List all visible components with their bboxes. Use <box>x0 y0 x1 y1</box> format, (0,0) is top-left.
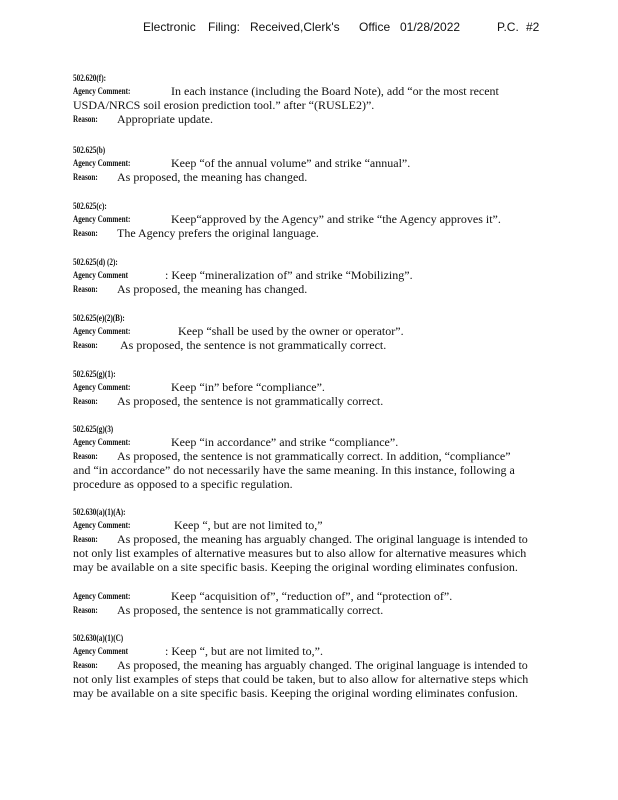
reason-row <box>73 394 593 408</box>
header-received: Received,Clerk's <box>250 20 340 34</box>
comment-section <box>73 589 593 617</box>
comment-row <box>73 268 593 282</box>
comment-label: Agency Comment: <box>73 382 131 392</box>
reason-label: Reason: <box>73 660 98 670</box>
comment-row <box>73 156 593 170</box>
section-id: 502.625(d) (2): <box>73 257 118 267</box>
comment-row <box>73 212 593 226</box>
reason-continuation: not only list examples of steps that could be taken, but to also allow for alternative steps which <box>73 672 529 686</box>
header-electronic: Electronic <box>143 20 196 34</box>
reason-continuation: not only list examples of alternative measures but to also allow for alternative measures which <box>73 546 527 560</box>
reason-label: Reason: <box>73 451 98 461</box>
filing-header <box>0 20 618 36</box>
reason-row <box>73 532 593 546</box>
reason-label: Reason: <box>73 172 98 182</box>
reason-text: Appropriate update. <box>117 112 213 126</box>
comment-text: Keep “, but are not limited to,” <box>174 518 323 532</box>
comment-row <box>73 518 593 532</box>
section-id: 502.630(a)(1)(A): <box>73 507 126 517</box>
comment-section <box>73 201 593 240</box>
section-id: 502.620(f): <box>73 73 106 83</box>
comment-row <box>73 84 593 98</box>
comment-label: Agency Comment: <box>73 520 131 530</box>
comment-text: Keep “shall be used by the owner or operator”. <box>178 324 404 338</box>
reason-label: Reason: <box>73 340 98 350</box>
comment-section <box>73 633 593 700</box>
header-pc: P.C. <box>497 20 519 34</box>
comment-label: Agency Comment <box>73 646 128 656</box>
comment-row <box>73 380 593 394</box>
reason-row <box>73 603 593 617</box>
reason-row <box>73 658 593 672</box>
reason-text: As proposed, the meaning has changed. <box>117 282 308 296</box>
reason-row <box>73 338 593 352</box>
comment-row <box>73 435 593 449</box>
comment-label: Agency Comment: <box>73 158 131 168</box>
comment-section <box>73 424 593 491</box>
comment-label: Agency Comment: <box>73 437 131 447</box>
comment-section <box>73 145 593 184</box>
comment-text: Keep “of the annual volume” and strike “annual”. <box>171 156 411 170</box>
header-date: 01/28/2022 <box>400 20 461 34</box>
reason-text: As proposed, the meaning has arguably changed. The original language is intended to <box>117 532 528 546</box>
section-id: 502.630(a)(1)(C) <box>73 633 124 643</box>
reason-label: Reason: <box>73 534 98 544</box>
reason-text: As proposed, the meaning has arguably changed. The original language is intended to <box>117 658 528 672</box>
reason-row <box>73 282 593 296</box>
section-id: 502.625(g)(1): <box>73 369 116 379</box>
reason-continuation: procedure as opposed to a specific regulation. <box>73 477 293 491</box>
comment-label: Agency Comment: <box>73 214 131 224</box>
section-id: 502.625(b) <box>73 145 106 155</box>
reason-row <box>73 226 593 240</box>
reason-row <box>73 112 593 126</box>
section-id: 502.625(e)(2)(B): <box>73 313 125 323</box>
header-pc-number: #2 <box>526 20 540 34</box>
comment-section <box>73 257 593 296</box>
comment-continuation: USDA/NRCS soil erosion prediction tool.” after “(RUSLE2)”. <box>73 98 375 112</box>
comment-section <box>73 369 593 408</box>
comment-text: : Keep “mineralization of” and strike “Mobilizing”. <box>165 268 413 282</box>
header-filing: Filing: <box>208 20 241 34</box>
reason-continuation: may be available on a site specific basis. Keeping the original wording eliminates confusion. <box>73 686 518 700</box>
reason-text: The Agency prefers the original language. <box>117 226 319 240</box>
comment-text: Keep “in accordance” and strike “compliance”. <box>171 435 399 449</box>
reason-text: As proposed, the sentence is not grammatically correct. <box>120 338 387 352</box>
reason-label: Reason: <box>73 228 98 238</box>
section-id: 502.625(c): <box>73 201 107 211</box>
reason-text: As proposed, the meaning has changed. <box>117 170 308 184</box>
comment-section <box>73 507 593 574</box>
reason-row <box>73 449 593 463</box>
reason-label: Reason: <box>73 284 98 294</box>
reason-continuation: may be available on a site specific basis. Keeping the original wording eliminates confusion. <box>73 560 518 574</box>
comment-row <box>73 324 593 338</box>
reason-label: Reason: <box>73 605 98 615</box>
header-office: Office <box>359 20 391 34</box>
comment-text: : Keep “, but are not limited to,”. <box>165 644 323 658</box>
comment-text: In each instance (including the Board Note), add “or the most recent <box>171 84 499 98</box>
section-id: 502.625(g)(3) <box>73 424 114 434</box>
comment-label: Agency Comment: <box>73 591 131 601</box>
reason-row <box>73 170 593 184</box>
comment-text: Keep “in” before “compliance”. <box>171 380 325 394</box>
reason-text: As proposed, the sentence is not grammatically correct. In addition, “compliance” <box>117 449 511 463</box>
comment-text: Keep“approved by the Agency” and strike “the Agency approves it”. <box>171 212 501 226</box>
reason-continuation: and “in accordance” do not necessarily have the same meaning. In this instance, following a <box>73 463 515 477</box>
comment-row <box>73 644 593 658</box>
comment-label: Agency Comment: <box>73 86 131 96</box>
comment-section <box>73 313 593 352</box>
comment-row <box>73 589 593 603</box>
comment-label: Agency Comment <box>73 270 128 280</box>
comment-section <box>73 73 593 126</box>
reason-text: As proposed, the sentence is not grammatically correct. <box>117 603 384 617</box>
comment-label: Agency Comment: <box>73 326 131 336</box>
comment-text: Keep “acquisition of”, “reduction of”, and “protection of”. <box>171 589 453 603</box>
reason-text: As proposed, the sentence is not grammatically correct. <box>117 394 384 408</box>
reason-label: Reason: <box>73 396 98 406</box>
reason-label: Reason: <box>73 114 98 124</box>
